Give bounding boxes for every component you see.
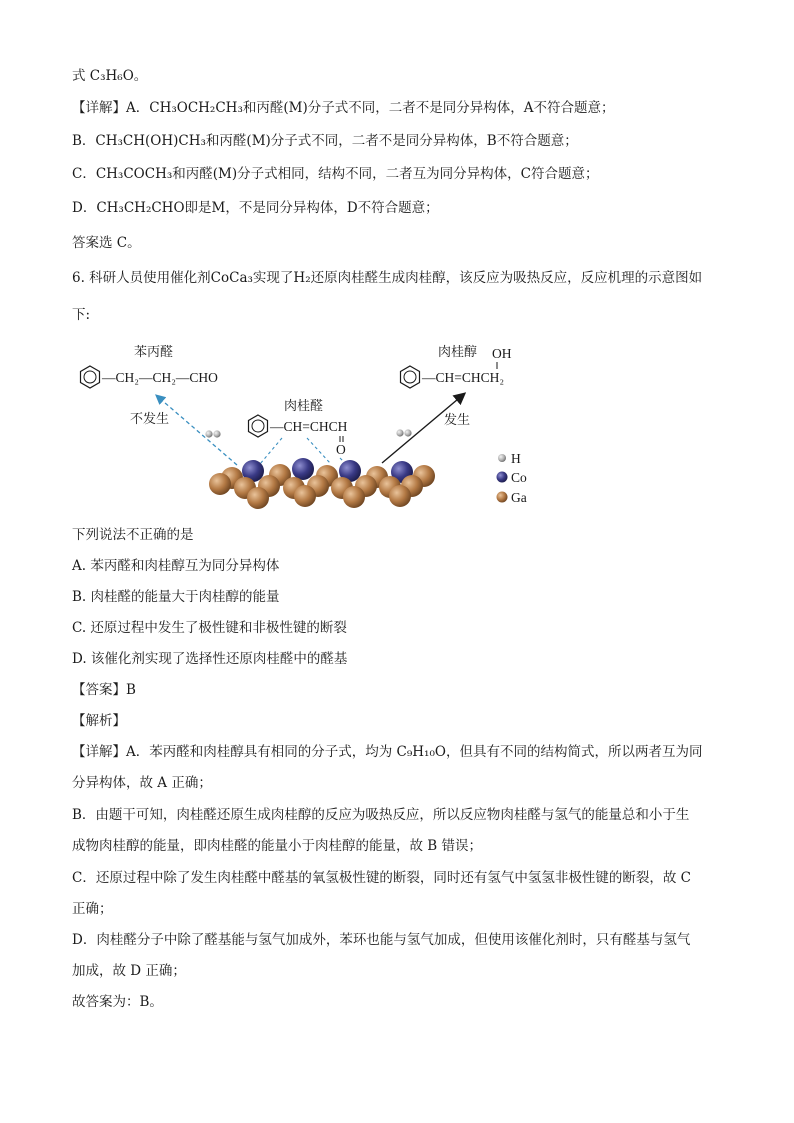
legend-h-label: H <box>511 451 521 466</box>
benzene-ring-icon <box>249 415 268 437</box>
detail-d-prev: D．CH₃CH₂CHO即是M，不是同分异构体，D不符合题意； <box>72 200 439 216</box>
option-a: A. 苯丙醛和肉桂醇互为同分异构体 <box>72 558 280 574</box>
h2-molecule-icon <box>205 430 220 437</box>
cinnamyl-alcohol-formula: —CH=CHCH₂ <box>422 370 505 385</box>
phenylpropanal-formula: —CH₂—CH₂—CHO <box>102 370 218 385</box>
cinnamaldehyde-name: 肉桂醛 <box>284 399 324 414</box>
detail-d-line2: 加成，故 D 正确； <box>72 963 186 979</box>
detail-a-line2: 分异构体，故 A 正确； <box>72 775 212 791</box>
detail-a-line1: 【详解】A．苯丙醛和肉桂醇具有相同的分子式，均为 C₉H₁₀O，但具有不同的结构简式，所以两者互为同 <box>72 744 703 760</box>
detail-c-line1: C．还原过程中除了发生肉桂醛中醛基的氧氢极性键的断裂，同时还有氢气中氢氢非极性键的断裂，故 C <box>72 870 691 886</box>
h2-molecule-icon <box>396 429 411 436</box>
adsorption-line <box>307 438 330 463</box>
detail-a-prev: 【详解】A．CH₃OCH₂CH₃和丙醛(M)分子式不同，二者不是同分异构体，A不符合题意； <box>72 100 615 116</box>
answer-prev: 答案选 C。 <box>72 235 141 251</box>
answer-label: 【答案】B <box>72 682 136 698</box>
final-answer: 故答案为：B。 <box>72 994 163 1010</box>
legend-ga-label: Ga <box>511 490 527 505</box>
cinnamyl-alcohol-name: 肉桂醇 <box>438 345 478 360</box>
catalyst-surface <box>209 458 435 509</box>
question-stem: 6. 科研人员使用催化剂CoCa₃实现了H₂还原肉桂醛生成肉桂醇，该反应为吸热反应，反应机理的示意图如 <box>72 270 703 286</box>
analysis-label: 【解析】 <box>72 713 126 729</box>
detail-c-prev: C．CH₃COCH₃和丙醛(M)分子式相同，结构不同，二者互为同分异构体，C符合题意； <box>72 166 599 182</box>
benzene-ring-icon <box>401 366 420 388</box>
not-occur-arrow <box>157 396 237 465</box>
option-b: B. 肉桂醛的能量大于肉桂醇的能量 <box>72 589 280 605</box>
cinnamyl-alcohol-oh: OH <box>492 346 512 361</box>
reaction-mechanism-diagram <box>72 338 542 513</box>
legend-h-icon <box>498 454 506 462</box>
detail-b-line1: B．由题干可知，肉桂醛还原生成肉桂醇的反应为吸热反应，所以反应物肉桂醛与氢气的能量总和小于生 <box>72 807 690 823</box>
question-stem-cont: 下: <box>72 307 91 323</box>
benzene-ring-icon <box>81 366 100 388</box>
cinnamaldehyde-formula: —CH=CHCH <box>270 419 348 434</box>
phenylpropanal-name: 苯丙醛 <box>134 345 174 360</box>
detail-d-line1: D．肉桂醛分子中除了醛基能与氢气加成外，苯环也能与氢气加成，但使用该催化剂时，只有醛基与氢气 <box>72 932 691 948</box>
adsorption-line <box>260 438 282 464</box>
formula-line: 式 C₃H₆O。 <box>72 68 148 84</box>
detail-b-prev: B．CH₃CH(OH)CH₃和丙醛(M)分子式不同，二者不是同分异构体，B不符合题意； <box>72 133 578 149</box>
legend <box>497 451 528 505</box>
detail-b-line2: 成物肉桂醇的能量，即肉桂醛的能量小于肉桂醇的能量，故 B 错误； <box>72 838 483 854</box>
occur-arrow <box>382 394 464 463</box>
detail-c-line2: 正确； <box>72 901 113 917</box>
option-d: D. 该催化剂实现了选择性还原肉桂醛中的醛基 <box>72 651 348 667</box>
question-prompt: 下列说法不正确的是 <box>72 527 194 543</box>
occur-label: 发生 <box>444 413 471 428</box>
legend-co-icon <box>497 472 508 483</box>
legend-ga-icon <box>497 492 508 503</box>
cinnamaldehyde-oxygen: O <box>336 442 346 457</box>
legend-co-label: Co <box>511 470 527 485</box>
not-occur-label: 不发生 <box>130 412 170 427</box>
option-c: C. 还原过程中发生了极性键和非极性键的断裂 <box>72 620 347 636</box>
